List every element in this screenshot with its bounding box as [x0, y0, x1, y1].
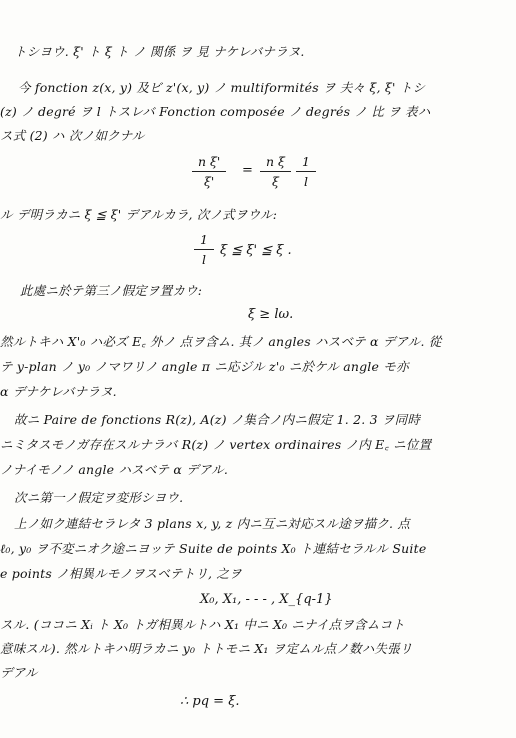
formula1-rhs-denominator: ξ — [272, 174, 279, 189]
conclusion-formula: ∴ pq = ξ. — [180, 694, 240, 709]
formula2-denominator: l — [201, 252, 206, 267]
text-line-7: 然ルトキハ X'₀ ハ必ズ E꜀ 外ノ 点ヲ含ム. 其ノ angles ハスベテ α デアル. 從 — [0, 334, 442, 349]
text-line-8: テ y-plan ノ y₀ ノマワリノ angle π ニ応ジル z'₀ ニ於ケル angle モ亦 — [0, 359, 409, 374]
text-line-19: デアル — [0, 665, 38, 680]
text-line-6: 此處ニ於テ第三ノ假定ヲ置カウ: — [20, 283, 203, 298]
formula2-inequality: ξ ≦ ξ' ≦ ξ . — [220, 243, 292, 258]
formula1-equals: = — [242, 163, 253, 178]
formula1-rhs-fraction — [260, 154, 291, 189]
text-line-5: ル デ明ラカニ ξ ≦ ξ' デアルカラ, 次ノ式ヲウル: — [0, 207, 278, 222]
text-line-4: ス式 (2) ハ 次ノ如クナル — [0, 128, 145, 143]
formula2-fraction — [194, 232, 214, 267]
text-line-12: ノナイモノノ angle ハスベテ α デアル. — [0, 462, 229, 477]
text-line-10: 故ニ Paire de fonctions R(z), A(z) ノ集合ノ内ニ假定 1. 2. 3 ヲ同時 — [14, 412, 421, 427]
text-line-15: ℓ₀, y₀ ヲ不変ニオク途ニヨッテ Suite de points X₀ ト連結セラルル Suite — [0, 541, 427, 556]
text-line-14: 上ノ如ク連結セラレタ 3 plans x, y, z 内ニ互ニ対応スル途ヲ描ク. 点 — [14, 516, 411, 531]
formula1-factor-denominator: l — [303, 174, 308, 189]
formula1-lhs-denominator: ξ' — [204, 174, 215, 189]
text-line-17: スル. (ココニ Xᵢ ト X₀ トガ相異ルトハ X₁ 中ニ X₀ ニナイ点ヲ含ムコト — [0, 617, 405, 632]
sequence-formula: X₀, X₁, - - - , X_{q-1} — [200, 592, 333, 607]
formula1-rhs-numerator: n ξ — [260, 154, 291, 172]
formula1-factor-fraction — [296, 154, 316, 189]
text-line-1: トシヨウ. ξ' ト ξ ト ノ 関係 ヲ 見 ナケレバナラヌ. — [14, 44, 305, 59]
formula1-factor-numerator: 1 — [296, 154, 316, 172]
text-line-11: ニミタスモノガ存在スルナラバ R(z) ノ vertex ordinaires ノ内 E꜀ ニ位置 — [0, 437, 432, 452]
text-line-9: α デナケレバナラヌ. — [0, 384, 117, 399]
formula1-lhs-numerator: n ξ' — [192, 154, 226, 172]
text-line-3: (z) ノ degré ヲ l トスレバ Fonction composée ノ degrés ノ 比 ヲ 表ハ — [0, 104, 431, 119]
formula1-lhs-fraction — [192, 154, 226, 189]
text-line-13: 次ニ第一ノ假定ヲ変形シヨウ. — [14, 490, 184, 505]
formula2-numerator: 1 — [194, 232, 214, 250]
text-line-18: 意味スル). 然ルトキハ明ラカニ y₀ トトモニ X₁ ヲ定ムル点ノ数ハ失張リ — [0, 641, 413, 656]
assumption-formula: ξ ≥ lω. — [248, 307, 294, 322]
text-line-2: 今 fonction z(x, y) 及ビ z'(x, y) ノ multiformités ヲ 夫々 ξ, ξ' トシ — [18, 80, 426, 95]
text-line-16: e points ノ相異ルモノヲスベテトリ, 之ヲ — [0, 566, 242, 581]
